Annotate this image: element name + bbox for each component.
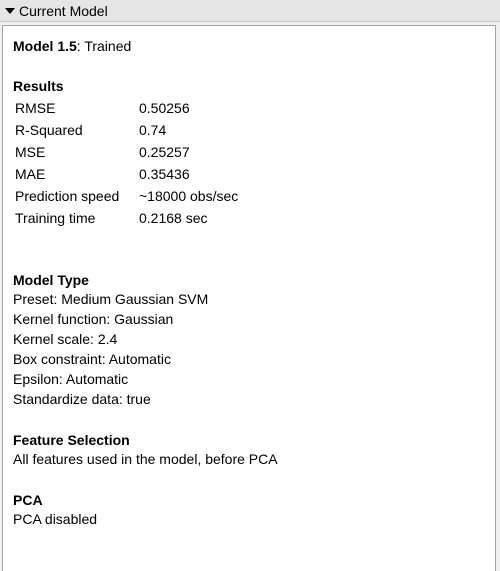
model-type-heading: Model Type: [13, 272, 89, 288]
box-constraint-line: Box constraint: Automatic: [13, 351, 171, 367]
collapse-triangle-icon[interactable]: [5, 8, 15, 14]
collapse-toggle[interactable]: [0, 0, 108, 22]
pca-details: [13, 509, 97, 529]
metric-value: 0.50256: [139, 100, 190, 116]
pca-heading: PCA: [13, 492, 43, 508]
model-status-line: [13, 37, 131, 55]
metric-value: 0.25257: [139, 144, 190, 160]
pca-line: PCA disabled: [13, 511, 98, 527]
table-row: [15, 185, 238, 207]
model-name: Model 1.5: [13, 38, 77, 54]
table-row: [15, 163, 238, 185]
metric-name: RMSE: [15, 100, 56, 116]
model-status: : Trained: [76, 38, 132, 54]
epsilon-line: Epsilon: Automatic: [13, 371, 129, 387]
metric-name: Prediction speed: [15, 188, 120, 204]
table-row: [15, 141, 238, 163]
panel-header[interactable]: [0, 0, 500, 22]
table-row: [15, 119, 238, 141]
feature-selection-heading: Feature Selection: [13, 432, 130, 448]
feature-selection-line: All features used in the model, before PCA: [13, 451, 278, 467]
model-summary-content: [2, 25, 496, 571]
metric-name: MSE: [15, 144, 46, 160]
results-heading: Results: [13, 78, 64, 94]
feature-selection-details: [13, 449, 278, 469]
metric-value: 0.35436: [139, 166, 190, 182]
kernel-scale-line: Kernel scale: 2.4: [13, 331, 118, 347]
metric-value: 0.2168 sec: [139, 210, 208, 226]
results-table: [15, 97, 238, 229]
metric-value: 0.74: [139, 122, 167, 138]
metric-value: ~18000 obs/sec: [139, 188, 239, 204]
model-type-details: [13, 289, 208, 409]
table-row: [15, 97, 238, 119]
metric-name: MAE: [15, 166, 46, 182]
metric-name: Training time: [15, 210, 96, 226]
kernel-function-line: Kernel function: Gaussian: [13, 311, 174, 327]
standardize-data-line: Standardize data: true: [13, 391, 151, 407]
metric-name: R-Squared: [15, 122, 83, 138]
preset-line: Preset: Medium Gaussian SVM: [13, 291, 209, 307]
panel-title: Current Model: [19, 2, 108, 19]
table-row: [15, 207, 238, 229]
